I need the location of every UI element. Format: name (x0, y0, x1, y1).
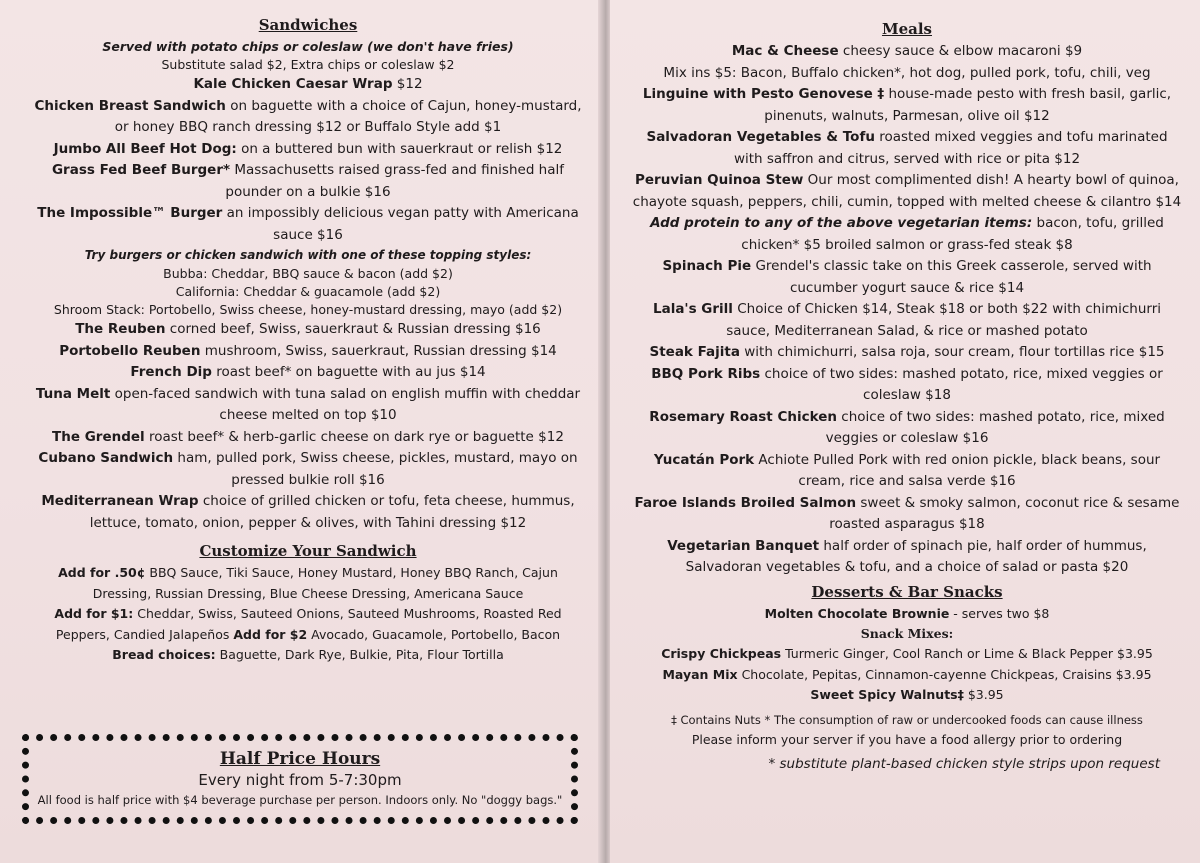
toppings-intro: Try burgers or chicken sandwich with one of these topping styles: (84, 248, 532, 262)
menu-item-name: The Grendel (52, 428, 145, 445)
customize-add-50 (30, 563, 586, 604)
customize-title: Customize Your Sandwich (199, 542, 417, 560)
menu-item-name: BBQ Pork Ribs (651, 365, 761, 382)
snack-item (632, 685, 1182, 706)
menu-item-description: with chimichurri, salsa roja, sour cream, flour tortillas rice $15 (739, 344, 1165, 360)
snack-item (632, 644, 1182, 665)
sandwich-list-2 (30, 319, 586, 534)
menu-item-name: The Impossible™ Burger (37, 205, 223, 221)
menu-item-description: roast beef* & herb-garlic cheese on dark rye or baguette $12 (144, 428, 564, 445)
menu-item-description: choice of two sides: mashed potato, rice, mixed veggies or coleslaw $18 (760, 365, 1163, 403)
menu-item-name: Chicken Breast Sandwich (34, 97, 226, 114)
snack-item (632, 665, 1182, 686)
menu-item-description: Grendel's classic take on this Greek casserole, served with cucumber yogurt sauce & rice $14 (751, 258, 1152, 296)
menu-item-description: ham, pulled pork, Swiss cheese, pickles, mustard, mayo on pressed bulkie roll $16 (173, 450, 578, 488)
add-1-label: Add for $1: (54, 606, 134, 621)
meal-item (632, 256, 1182, 299)
menu-item-name: Steak Fajita (649, 344, 740, 360)
menu-item-description: $12 (392, 76, 423, 92)
meal-list-2 (632, 256, 1182, 579)
menu-item-description: on a buttered bun with sauerkraut or relish $12 (236, 140, 563, 157)
menu-item-name: French Dip (130, 364, 212, 380)
half-price-subtitle: Every night from 5-7:30pm (198, 771, 402, 789)
add-1-text: Cheddar, Swiss, Sauteed Onions, Sauteed Mushrooms, Roasted Red Peppers, Candied Jalapeños (55, 606, 562, 642)
meal-item (632, 127, 1182, 170)
menu-item-name: Grass Fed Beef Burger* (51, 162, 231, 178)
meal-item (632, 84, 1182, 127)
bread-text: Baguette, Dark Rye, Bulkie, Pita, Flour Tortilla (215, 647, 504, 662)
menu-item-description: mushroom, Swiss, sauerkraut, Russian dressing $14 (200, 342, 557, 359)
add-protein-text: bacon, tofu, grilled chicken* $5 broiled salmon or grass-fed steak $8 (741, 215, 1164, 253)
menu-item-name: Spinach Pie (662, 258, 752, 274)
desserts-title: Desserts & Bar Snacks (811, 582, 1003, 601)
menu-item-description: Mix ins $5: Bacon, Buffalo chicken*, hot dog, pulled pork, tofu, chili, veg (663, 64, 1151, 81)
menu-item-name: Kale Chicken Caesar Wrap (193, 76, 393, 92)
topping-style: California: Cheddar & guacamole (add $2) (175, 284, 441, 299)
add-50-text: BBQ Sauce, Tiki Sauce, Honey Mustard, Honey BBQ Ranch, Cajun Dressing, Russian Dressing, Blue Cheese Dressing, Americana Sauce (92, 565, 558, 601)
menu-item-description: roasted mixed veggies and tofu marinated with saffron and citrus, served with rice or pita $12 (733, 129, 1168, 167)
sandwich-item (30, 384, 586, 427)
half-price-note: All food is half price with $4 beverage purchase per person. Indoors only. No "doggy bags." (37, 793, 563, 807)
customize-bread (30, 645, 586, 666)
footnote-allergy: Please inform your server if you have a food allergy prior to ordering (691, 731, 1123, 747)
bread-label: Bread choices: (112, 647, 216, 662)
menu-item-description: open-faced sandwich with tuna salad on english muffin with cheddar cheese melted on top $10 (110, 385, 581, 423)
menu-item-name: Rosemary Roast Chicken (649, 408, 837, 425)
menu-item-description: choice of grilled chicken or tofu, feta cheese, hummus, lettuce, tomato, onion, pepper & olives, with Tahini dressing $12 (89, 493, 575, 531)
meal-item (632, 364, 1182, 407)
meal-item (632, 63, 1182, 85)
sandwich-item (30, 362, 586, 384)
topping-style: Shroom Stack: Portobello, Swiss cheese, honey-mustard dressing, mayo (add $2) (53, 302, 563, 317)
menu-item-name: Peruvian Quinoa Stew (635, 172, 804, 188)
menu-item-name: Lala's Grill (652, 301, 733, 317)
meal-item (632, 342, 1182, 364)
menu-item-description: cheesy sauce & elbow macaroni $9 (838, 43, 1083, 59)
meal-item (632, 450, 1182, 493)
menu-item-description: an impossibly delicious vegan patty with Americana sauce $16 (222, 205, 579, 243)
meal-item (632, 493, 1182, 536)
sandwich-item (30, 491, 586, 534)
sandwiches-intro: Served with potato chips or coleslaw (we don't have fries) (102, 39, 514, 54)
meals-title: Meals (881, 20, 932, 38)
topping-style: Bubba: Cheddar, BBQ sauce & bacon (add $2) (163, 266, 453, 281)
menu-item-description: Choice of Chicken $14, Steak $18 or both $22 with chimichurri sauce, Mediterranean Salad, & rice or mashed potato (726, 301, 1161, 339)
add-protein-label: Add protein to any of the above vegetarian items: (650, 215, 1033, 231)
meal-item (632, 41, 1182, 63)
sandwich-item (30, 319, 586, 341)
brownie-desc: - serves two $8 (949, 605, 1050, 621)
sandwich-item (30, 96, 586, 139)
meal-item (632, 170, 1182, 213)
add-2-text: Avocado, Guacamole, Portobello, Bacon (307, 626, 561, 642)
menu-item-name: Sweet Spicy Walnuts‡ (810, 687, 964, 702)
customize-add-1 (30, 604, 586, 645)
menu-item-description: choice of two sides: mashed potato, rice, mixed veggies or coleslaw $16 (825, 408, 1165, 446)
toppings-list (30, 265, 586, 319)
menu-item-name: Tuna Melt (35, 385, 111, 402)
meal-item (632, 536, 1182, 579)
menu-item-name: Cubano Sandwich (38, 450, 174, 466)
menu-item-description: Achiote Pulled Pork with red onion pickle, black beans, sour cream, rice and salsa verde $16 (754, 451, 1161, 489)
meal-list (632, 41, 1182, 213)
menu-item-description: sweet & smoky salmon, coconut rice & sesame roasted asparagus $18 (829, 494, 1180, 532)
menu-item-description: Massachusetts raised grass-fed and finished half pounder on a bulkie $16 (225, 162, 565, 200)
half-price-hours-box (22, 734, 578, 824)
sandwich-item (30, 74, 586, 96)
sandwiches-substitute: Substitute salad $2, Extra chips or coleslaw $2 (161, 57, 455, 72)
menu-item-name: Vegetarian Banquet (667, 537, 820, 554)
add-protein-note (632, 213, 1182, 256)
brownie-name: Molten Chocolate Brownie (764, 605, 950, 621)
sandwich-item (30, 427, 586, 449)
add-50-label: Add for .50¢ (58, 565, 146, 580)
sandwich-item (30, 203, 586, 246)
menu-item-name: Faroe Islands Broiled Salmon (634, 494, 857, 511)
add-2-label: Add for $2 (233, 626, 308, 642)
menu-item-description: corned beef, Swiss, sauerkraut & Russian dressing $16 (165, 321, 541, 337)
menu-item-description: on baguette with a choice of Cajun, honey-mustard, or honey BBQ ranch dressing $12 or Buffalo Style add $1 (114, 97, 582, 135)
brownie-item (632, 604, 1182, 625)
right-menu-page (610, 0, 1200, 863)
desserts-section (632, 583, 1182, 706)
snack-list (632, 644, 1182, 706)
sandwich-item (30, 160, 586, 203)
menu-item-name: The Reuben (75, 321, 166, 337)
menu-item-name: Portobello Reuben (59, 342, 201, 359)
sandwich-item (30, 341, 586, 363)
menu-item-description: half order of spinach pie, half order of hummus, Salvadoran vegetables & tofu, and a choice of salad or pasta $20 (685, 537, 1147, 575)
menu-item-name: Mac & Cheese (731, 43, 839, 59)
sandwich-item (30, 448, 586, 491)
snack-mixes-title: Snack Mixes: (860, 626, 954, 641)
menu-item-description: roast beef* on baguette with au jus $14 (211, 364, 486, 380)
sandwich-list (30, 74, 586, 246)
meal-item (632, 299, 1182, 342)
footnote-nuts: ‡ Contains Nuts * The consumption of raw or undercooked foods can cause illness (671, 712, 1143, 727)
sandwiches-title: Sandwiches (258, 16, 358, 34)
meal-item (632, 407, 1182, 450)
sandwich-item (30, 139, 586, 161)
half-price-title: Half Price Hours (219, 749, 381, 769)
menu-item-name: Yucatán Pork (653, 451, 755, 468)
menu-item-description: Turmeric Ginger, Cool Ranch or Lime & Black Pepper $3.95 (781, 646, 1153, 661)
menu-item-name: Crispy Chickpeas (661, 646, 782, 661)
menu-item-description: Our most complimented dish! A hearty bowl of quinoa, chayote squash, peppers, chili, cumin, topped with melted cheese & cilantro $14 (632, 172, 1182, 210)
menu-item-description: Chocolate, Pepitas, Cinnamon-cayenne Chickpeas, Craisins $3.95 (737, 666, 1152, 682)
menu-item-name: Mediterranean Wrap (41, 493, 199, 509)
menu-item-name: Salvadoran Vegetables & Tofu (646, 129, 875, 145)
menu-item-description: house-made pesto with fresh basil, garlic, pinenuts, walnuts, Parmesan, olive oil $12 (764, 86, 1172, 124)
menu-item-name: Linguine with Pesto Genovese ‡ (642, 86, 885, 102)
menu-item-description: $3.95 (963, 687, 1004, 702)
menu-item-name: Jumbo All Beef Hot Dog: (53, 140, 237, 157)
substitute-note: * substitute plant-based chicken style strips upon request (768, 755, 1160, 772)
menu-item-name: Mayan Mix (662, 666, 738, 682)
